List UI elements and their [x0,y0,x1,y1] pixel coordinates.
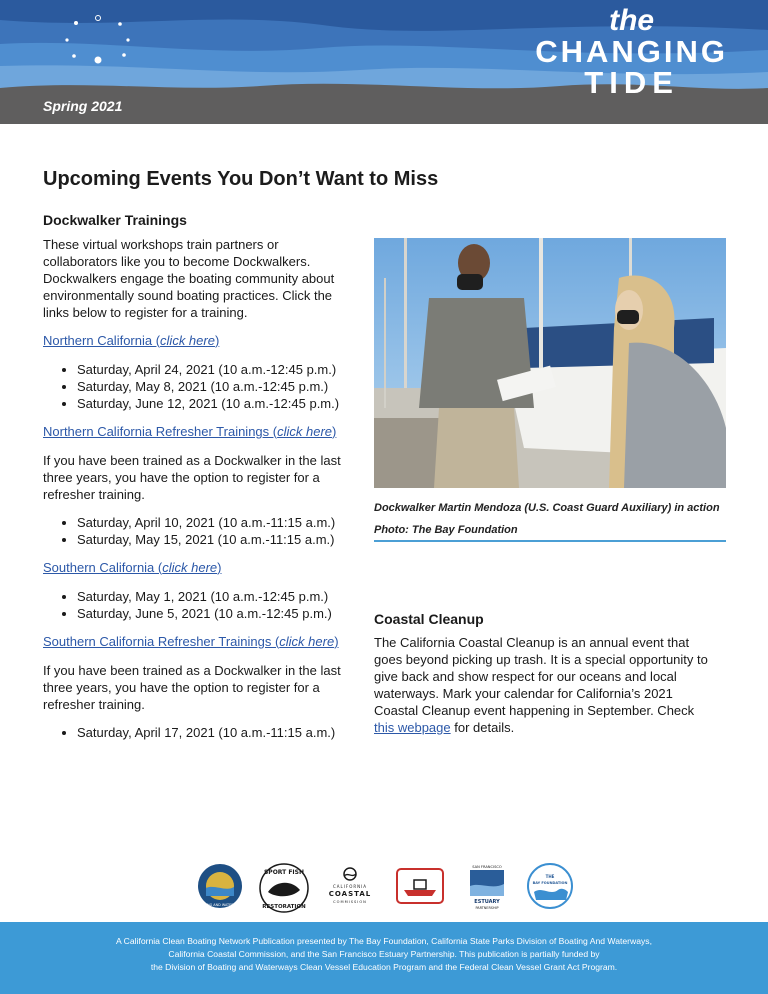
list-item: • Saturday, April 17, 2021 (10 a.m.-11:15 a.m.) [77,724,353,741]
list-item: • Saturday, June 5, 2021 (10 a.m.-12:45 p.m.) [77,605,353,622]
caption-line-2: Photo: The Bay Foundation [374,524,518,536]
northern-refresher-dates-list [43,514,353,548]
coastal-cleanup-body: The California Coastal Cleanup is an annual event that goes beyond picking up trash. It is a special opportunity to give back and show respect for our oceans and local waterways. Mark your calendar for California’s 2021 Coastal Cleanup event happening in September. Check this webpage for details. [374,635,708,735]
photo-caption [374,497,726,541]
dockwalker-section [43,212,353,752]
coastal-text-2: COASTAL [328,890,372,898]
coastal-text-3: COMMISSION [333,900,367,904]
caption-line-1: Dockwalker Martin Mendoza (U.S. Coast Guard Auxiliary) in action [374,502,720,514]
coastal-cleanup-title: Coastal Cleanup [374,611,484,627]
list-item: • Saturday, May 15, 2021 (10 a.m.-11:15 a.m.) [77,531,353,548]
logo-the: the [609,4,655,37]
list-item: • Saturday, May 1, 2021 (10 a.m.-12:45 p.m.) [77,588,353,605]
newsletter-logo [535,6,728,98]
list-item: • Saturday, May 8, 2021 (10 a.m.-12:45 p.m.) [77,378,353,395]
southern-refresher-dates-list [43,724,353,741]
footer-line-3: the Division of Boating and Waterways Clean Vessel Education Program and the Federal Clean Vessel Grant Act Program. [150,962,618,972]
bay-text-2: BAY FOUNDATION [532,881,568,885]
logo-tide: TIDE [584,65,679,100]
sport-fish-text: SPORT FISH [263,869,305,876]
estuary-text-1: SAN FRANCISCO [472,865,502,869]
logo-changing: CHANGING [535,34,728,69]
issue-label: Spring 2021 [43,98,123,114]
coastal-cleanup-section [374,611,714,736]
footer-credits [40,935,728,974]
southern-dates-list [43,588,353,622]
list-item: • Saturday, April 24, 2021 (10 a.m.-12:45 p.m.) [77,361,353,378]
estuary-text-3: PARTNERSHIP [475,906,499,910]
footer-line-2: California Coastal Commission, and the San Francisco Estuary Partnership. This publication is partially funded by [168,949,600,959]
boating-waterways-logo[interactable] [196,862,244,910]
boating-waterways-text: BOATING AND WATERWAYS [197,903,243,907]
clean-vessel-logo[interactable] [396,868,444,904]
header-banner [0,0,768,124]
footer-line-1: A California Clean Boating Network Publication presented by The Bay Foundation, California State Parks Division of Boating And Waterways, [116,936,652,946]
southern-refresher-note: If you have been trained as a Dockwalker in the last three years, you have the option to register for a refresher training. [43,663,341,712]
bay-foundation-logo[interactable] [526,862,574,910]
northern-california-link[interactable]: Northern California (click here) [43,333,220,348]
dock-photo-icon [374,238,726,488]
northern-dates-list [43,361,353,412]
southern-california-link[interactable]: Southern California (click here) [43,560,222,575]
list-item: • Saturday, April 10, 2021 (10 a.m.-11:15 a.m.) [77,514,353,531]
caption-divider [374,540,726,542]
partner-logos [0,862,768,914]
southern-refresher-link[interactable]: Southern California Refresher Trainings (click here) [43,634,339,649]
dockwalker-title: Dockwalker Trainings [43,212,187,228]
dockwalker-photo [374,238,726,488]
dockwalker-intro: These virtual workshops train partners or collaborators like you to become Dockwalkers. Dockwalkers engage the boating community about environmentally sound boating practices. Click the links below to register for a training. [43,237,335,320]
sport-fish-restoration-logo[interactable] [258,862,310,914]
restoration-text: RESTORATION [262,904,306,910]
list-item: • Saturday, June 12, 2021 (10 a.m.-12:45 p.m.) [77,395,353,412]
coastal-text-1: CALIFORNIA [332,884,368,889]
bay-text-1: THE [545,874,555,879]
cleanup-webpage-link[interactable]: this webpage [374,720,451,735]
coastal-commission-logo[interactable] [322,862,378,910]
estuary-text-2: ESTUARY [474,899,500,905]
northern-refresher-note: If you have been trained as a Dockwalker in the last three years, you have the option to register for a refresher training. [43,453,341,502]
estuary-partnership-logo[interactable] [466,862,508,912]
northern-refresher-link[interactable]: Northern California Refresher Trainings (click here) [43,424,337,439]
page-title: Upcoming Events You Don’t Want to Miss [43,168,439,190]
